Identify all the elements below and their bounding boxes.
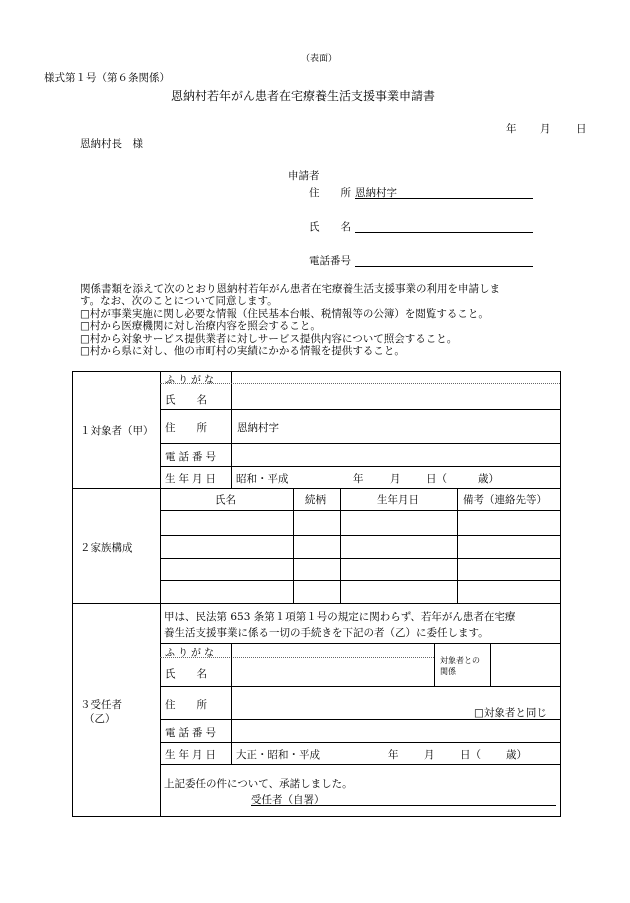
consent-item[interactable]: □村から対象サービス提供業者に対しサービス提供内容について照会すること。 — [80, 332, 458, 345]
proxy-furigana-field[interactable] — [232, 644, 434, 657]
proxy-phone-label: 電話番号 — [165, 727, 219, 739]
proxy-furigana-label: ふりがな — [165, 648, 217, 659]
proxy-dob-month: 月 — [424, 749, 435, 761]
family-col-relation: 続柄 — [305, 494, 326, 506]
subject-dob-label: 生年月日 — [165, 473, 219, 485]
proxy-dob-era[interactable]: 大正・昭和・平成 — [236, 749, 320, 761]
form-number: 様式第１号（第６条関係） — [44, 72, 170, 84]
subject-dob-month: 月 — [390, 473, 401, 485]
subject-phone-field[interactable] — [232, 444, 560, 466]
proxy-dob-label: 生年月日 — [165, 749, 219, 761]
intro-line: す。なお、次のことについて同意します。 — [80, 295, 278, 308]
proxy-statement-line: 養生活支援事業に係る一切の手続きを下記の者（乙）に委任します。 — [164, 627, 489, 639]
consent-item[interactable]: □村が事業実施に関し必要な情報（住民基本台帳、税情報等の公簿）を閲覧すること。 — [80, 307, 489, 320]
subject-dob-day: 日（ — [426, 473, 447, 485]
applicant-address-label: 住 所 — [309, 187, 351, 199]
applicant-phone-field[interactable] — [355, 253, 533, 267]
proxy-dob-age: 歳） — [506, 749, 527, 761]
proxy-relation-label: 対象者との — [440, 656, 480, 665]
proxy-phone-field[interactable] — [232, 720, 560, 742]
proxy-name-label: 氏 名 — [165, 668, 207, 680]
subject-dob-year: 年 — [353, 473, 364, 485]
proxy-signature-line[interactable] — [251, 805, 556, 806]
consent-item[interactable]: □村から医療機関に対し治療内容を照会すること。 — [80, 320, 321, 333]
proxy-acceptance-text: 上記委任の件について、承諾しました。 — [164, 778, 353, 790]
proxy-relation-label-sub: 関係 — [440, 667, 456, 676]
date-day-label: 日 — [576, 123, 587, 135]
page-side-label: （表面） — [301, 54, 338, 64]
subject-furigana-field[interactable] — [232, 384, 560, 409]
subject-name-field[interactable] — [232, 410, 560, 443]
date-month-label: 月 — [540, 123, 551, 135]
intro-line: 関係書類を添えて次のとおり恩納村若年がん患者在宅療養生活支援事業の利用を申請しま — [80, 283, 500, 295]
proxy-statement-line: 甲は、民法第 653 条第１項第１号の規定に関わらず、若年がん患者在宅療 — [164, 611, 516, 623]
applicant-name-label: 氏 名 — [309, 221, 351, 233]
proxy-section-label: ３受任者 — [80, 699, 122, 711]
form-title: 恩納村若年がん患者在宅療養生活支援事業申請書 — [171, 89, 436, 103]
family-row[interactable] — [161, 559, 560, 580]
proxy-relation-field[interactable] — [491, 644, 560, 686]
consent-item[interactable]: □村から県に対し、他の市町村の実績にかかる情報を提供すること。 — [80, 345, 405, 358]
family-row[interactable] — [161, 581, 560, 603]
proxy-dob-year: 年 — [388, 749, 399, 761]
proxy-same-as-subject-checkbox[interactable]: □対象者と同じ — [474, 707, 547, 719]
subject-dob-age: 歳） — [478, 473, 499, 485]
subject-address-value[interactable]: 恩納村字 — [237, 422, 279, 434]
family-col-dob: 生年月日 — [377, 494, 419, 506]
subject-name-label: 氏 名 — [165, 394, 207, 406]
intro-paragraph — [80, 283, 560, 357]
subject-phone-label: 電話番号 — [165, 451, 219, 463]
proxy-address-label: 住 所 — [165, 699, 207, 711]
proxy-signature-label: 受任者（自署） — [251, 794, 325, 806]
family-col-name: 氏名 — [215, 494, 236, 506]
proxy-name-field[interactable] — [232, 658, 434, 686]
subject-address-label: 住 所 — [165, 422, 207, 434]
addressee: 恩納村長 様 — [80, 138, 143, 150]
applicant-address-value: 恩納村字 — [355, 187, 397, 199]
family-row[interactable] — [161, 536, 560, 558]
family-col-remarks: 備考（連絡先等） — [463, 494, 547, 506]
applicant-name-field[interactable] — [355, 219, 533, 233]
applicant-phone-label: 電話番号 — [309, 255, 351, 267]
family-row[interactable] — [161, 511, 560, 535]
subject-section-label: １対象者（甲） — [80, 425, 154, 437]
proxy-address-field[interactable] — [232, 687, 472, 719]
proxy-dob-day: 日（ — [460, 749, 481, 761]
subject-dob-era[interactable]: 昭和・平成 — [236, 473, 289, 485]
applicant-label: 申請者 — [288, 170, 320, 182]
subject-furigana-label: ふりがな — [165, 375, 217, 386]
proxy-section-label-sub: （乙） — [84, 713, 116, 725]
date-year-label: 年 — [506, 123, 517, 135]
applicant-address-field[interactable] — [355, 185, 533, 199]
family-section-label: ２家族構成 — [80, 542, 133, 554]
